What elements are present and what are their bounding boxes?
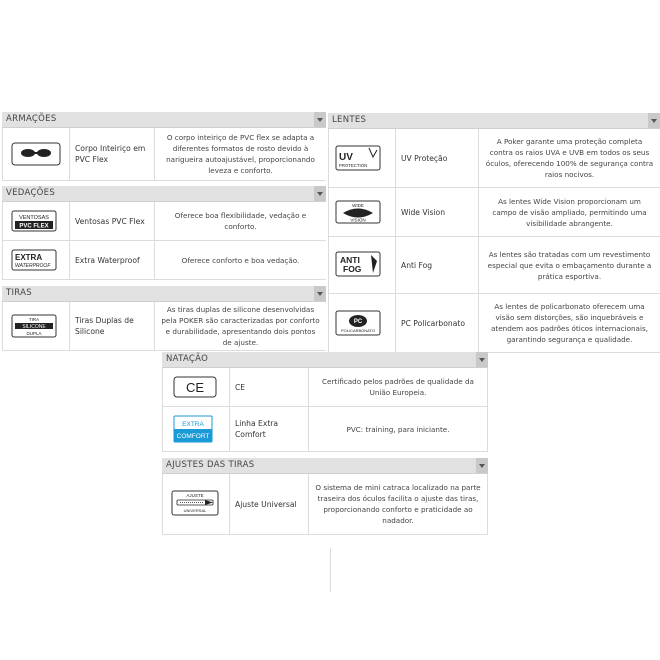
svg-text:WIDE: WIDE (352, 203, 364, 208)
feature-description: O corpo inteiriço de PVC flex se adapta a diferentes formatos de rosto devido à narigueira autoajustável, proporcionando leveza e conforto. (166, 133, 315, 175)
feature-name: Linha Extra Comfort (229, 407, 309, 451)
feature-row (162, 474, 488, 535)
feature-row (328, 129, 660, 188)
section-header-armacoes[interactable] (2, 112, 326, 128)
extra-comfort-icon (173, 414, 213, 444)
svg-text:COMFORT: COMFORT (176, 433, 210, 440)
svg-text:PROTECTION: PROTECTION (339, 163, 368, 168)
svg-text:EXTRA: EXTRA (15, 253, 43, 262)
feature-name: UV Proteção (395, 129, 479, 187)
feature-icon-cell (3, 128, 70, 180)
feature-name: Anti Fog (395, 237, 479, 293)
feature-name: Wide Vision (395, 188, 479, 236)
feature-row (2, 302, 326, 351)
feature-description: As lentes são tratadas com um revestimento especial que evita o embaçamento durante a prática esportiva. (487, 249, 652, 281)
section-title: ARMAÇÕES (6, 114, 57, 124)
svg-text:POLICARBONATO: POLICARBONATO (340, 328, 376, 333)
feature-name: Extra Waterproof (69, 241, 155, 279)
feature-icon-cell (163, 407, 230, 451)
policarbonato-icon (335, 310, 381, 336)
section-title: LENTES (332, 115, 367, 125)
chevron-down-icon[interactable] (314, 112, 326, 127)
chevron-down-icon[interactable] (648, 113, 660, 128)
feature-row (2, 128, 326, 181)
section-title: AJUSTES DAS TIRAS (166, 460, 255, 470)
feature-description: O sistema de mini catraca localizado na parte traseira dos óculos facilita o ajuste das tiras, proporcionando conforto e praticidade ao nadador. (315, 483, 481, 525)
feature-icon-cell (3, 241, 70, 279)
feature-description: As lentes de policarbonato oferecem uma visão sem distorções, são inquebráveis e atendem aos padrões óticos internacionais, garantindo segurança e qualidade. (491, 302, 648, 344)
section-title: TIRAS (6, 288, 32, 298)
section-header-lentes[interactable] (328, 113, 660, 129)
panel-ajustes (162, 458, 488, 535)
goggles-pvc-flex-icon (11, 142, 61, 166)
feature-icon-cell (3, 302, 70, 350)
section-header-vedacoes[interactable] (2, 186, 326, 202)
feature-row (328, 237, 660, 294)
svg-text:WATERPROOF: WATERPROOF (15, 263, 51, 269)
svg-text:PC: PC (353, 319, 363, 325)
feature-name: Corpo Inteiriço em PVC Flex (69, 128, 155, 180)
panel-armacoes (2, 112, 326, 181)
section-header-ajustes[interactable] (162, 458, 488, 474)
svg-text:ANTI: ANTI (340, 255, 360, 265)
tira-silicone-dupla-icon (11, 314, 57, 338)
feature-description: Oferece conforto e boa vedação. (181, 255, 300, 265)
svg-text:VISION: VISION (350, 217, 366, 223)
feature-row (2, 241, 326, 280)
feature-row (162, 407, 488, 452)
section-title: NATAÇÃO (166, 354, 209, 364)
svg-text:EXTRA: EXTRA (182, 421, 204, 428)
wide-vision-icon (335, 200, 381, 224)
chevron-down-icon[interactable] (476, 352, 488, 367)
section-header-natacao[interactable] (162, 352, 488, 368)
feature-icon-cell (329, 188, 396, 236)
svg-text:FOG: FOG (343, 264, 362, 274)
svg-text:AJUSTE: AJUSTE (186, 493, 204, 498)
feature-name: Tiras Duplas de Silicone (69, 302, 155, 350)
extra-waterproof-icon (11, 249, 57, 271)
section-header-tiras[interactable] (2, 286, 326, 302)
feature-icon-cell (329, 129, 396, 187)
ajuste-universal-icon (171, 490, 219, 516)
panel-lentes (328, 113, 660, 353)
svg-text:UNIVERSAL: UNIVERSAL (183, 508, 207, 513)
feature-description: As tiras duplas de silicone desenvolvidas pela POKER são caracterizadas por conforto e durabilidade, apresentando dois pontos de ajuste. (161, 305, 320, 347)
feature-name: Ajuste Universal (229, 474, 309, 534)
ventosas-pvc-flex-icon (11, 210, 57, 232)
feature-row (2, 202, 326, 241)
chevron-down-icon[interactable] (314, 286, 326, 301)
feature-row (162, 368, 488, 407)
svg-text:SILICONE: SILICONE (22, 323, 46, 330)
svg-text:CE: CE (185, 380, 205, 395)
uv-protection-icon (335, 145, 381, 171)
svg-text:TIRA: TIRA (28, 317, 40, 322)
feature-icon-cell (163, 474, 230, 534)
chevron-down-icon[interactable] (314, 186, 326, 201)
feature-name: Ventosas PVC Flex (69, 202, 155, 240)
panel-tiras (2, 286, 326, 351)
divider-line (330, 548, 331, 592)
panel-natacao (162, 352, 488, 452)
feature-name: CE (229, 368, 309, 406)
feature-icon-cell (3, 202, 70, 240)
svg-text:DUPLA: DUPLA (26, 331, 42, 336)
panel-vedacoes (2, 186, 326, 280)
feature-description: Certificado pelos padrões de qualidade da União Europeia. (322, 377, 474, 397)
svg-text:PVC FLEX: PVC FLEX (19, 223, 49, 230)
chevron-down-icon[interactable] (476, 458, 488, 473)
svg-text:VENTOSAS: VENTOSAS (19, 215, 49, 221)
section-title: VEDAÇÕES (6, 188, 56, 198)
feature-row (328, 294, 660, 353)
feature-row (328, 188, 660, 237)
feature-icon-cell (329, 294, 396, 352)
feature-name: PC Policarbonato (395, 294, 479, 352)
ce-mark-icon (173, 376, 217, 398)
feature-description: Oferece boa flexibilidade, vedação e conforto. (174, 211, 307, 231)
feature-icon-cell (329, 237, 396, 293)
feature-description: PVC: training, para iniciante. (346, 424, 450, 434)
feature-description: A Poker garante uma proteção completa contra os raios UVA e UVB em todos os seus óculos, oferecendo 100% de segurança contra raios nocivos. (485, 137, 654, 179)
svg-text:UV: UV (339, 152, 353, 163)
feature-description: As lentes Wide Vision proporcionam um campo de visão ampliado, permitindo uma visibilidade abrangente. (492, 196, 647, 228)
anti-fog-icon (335, 251, 381, 277)
feature-icon-cell (163, 368, 230, 406)
